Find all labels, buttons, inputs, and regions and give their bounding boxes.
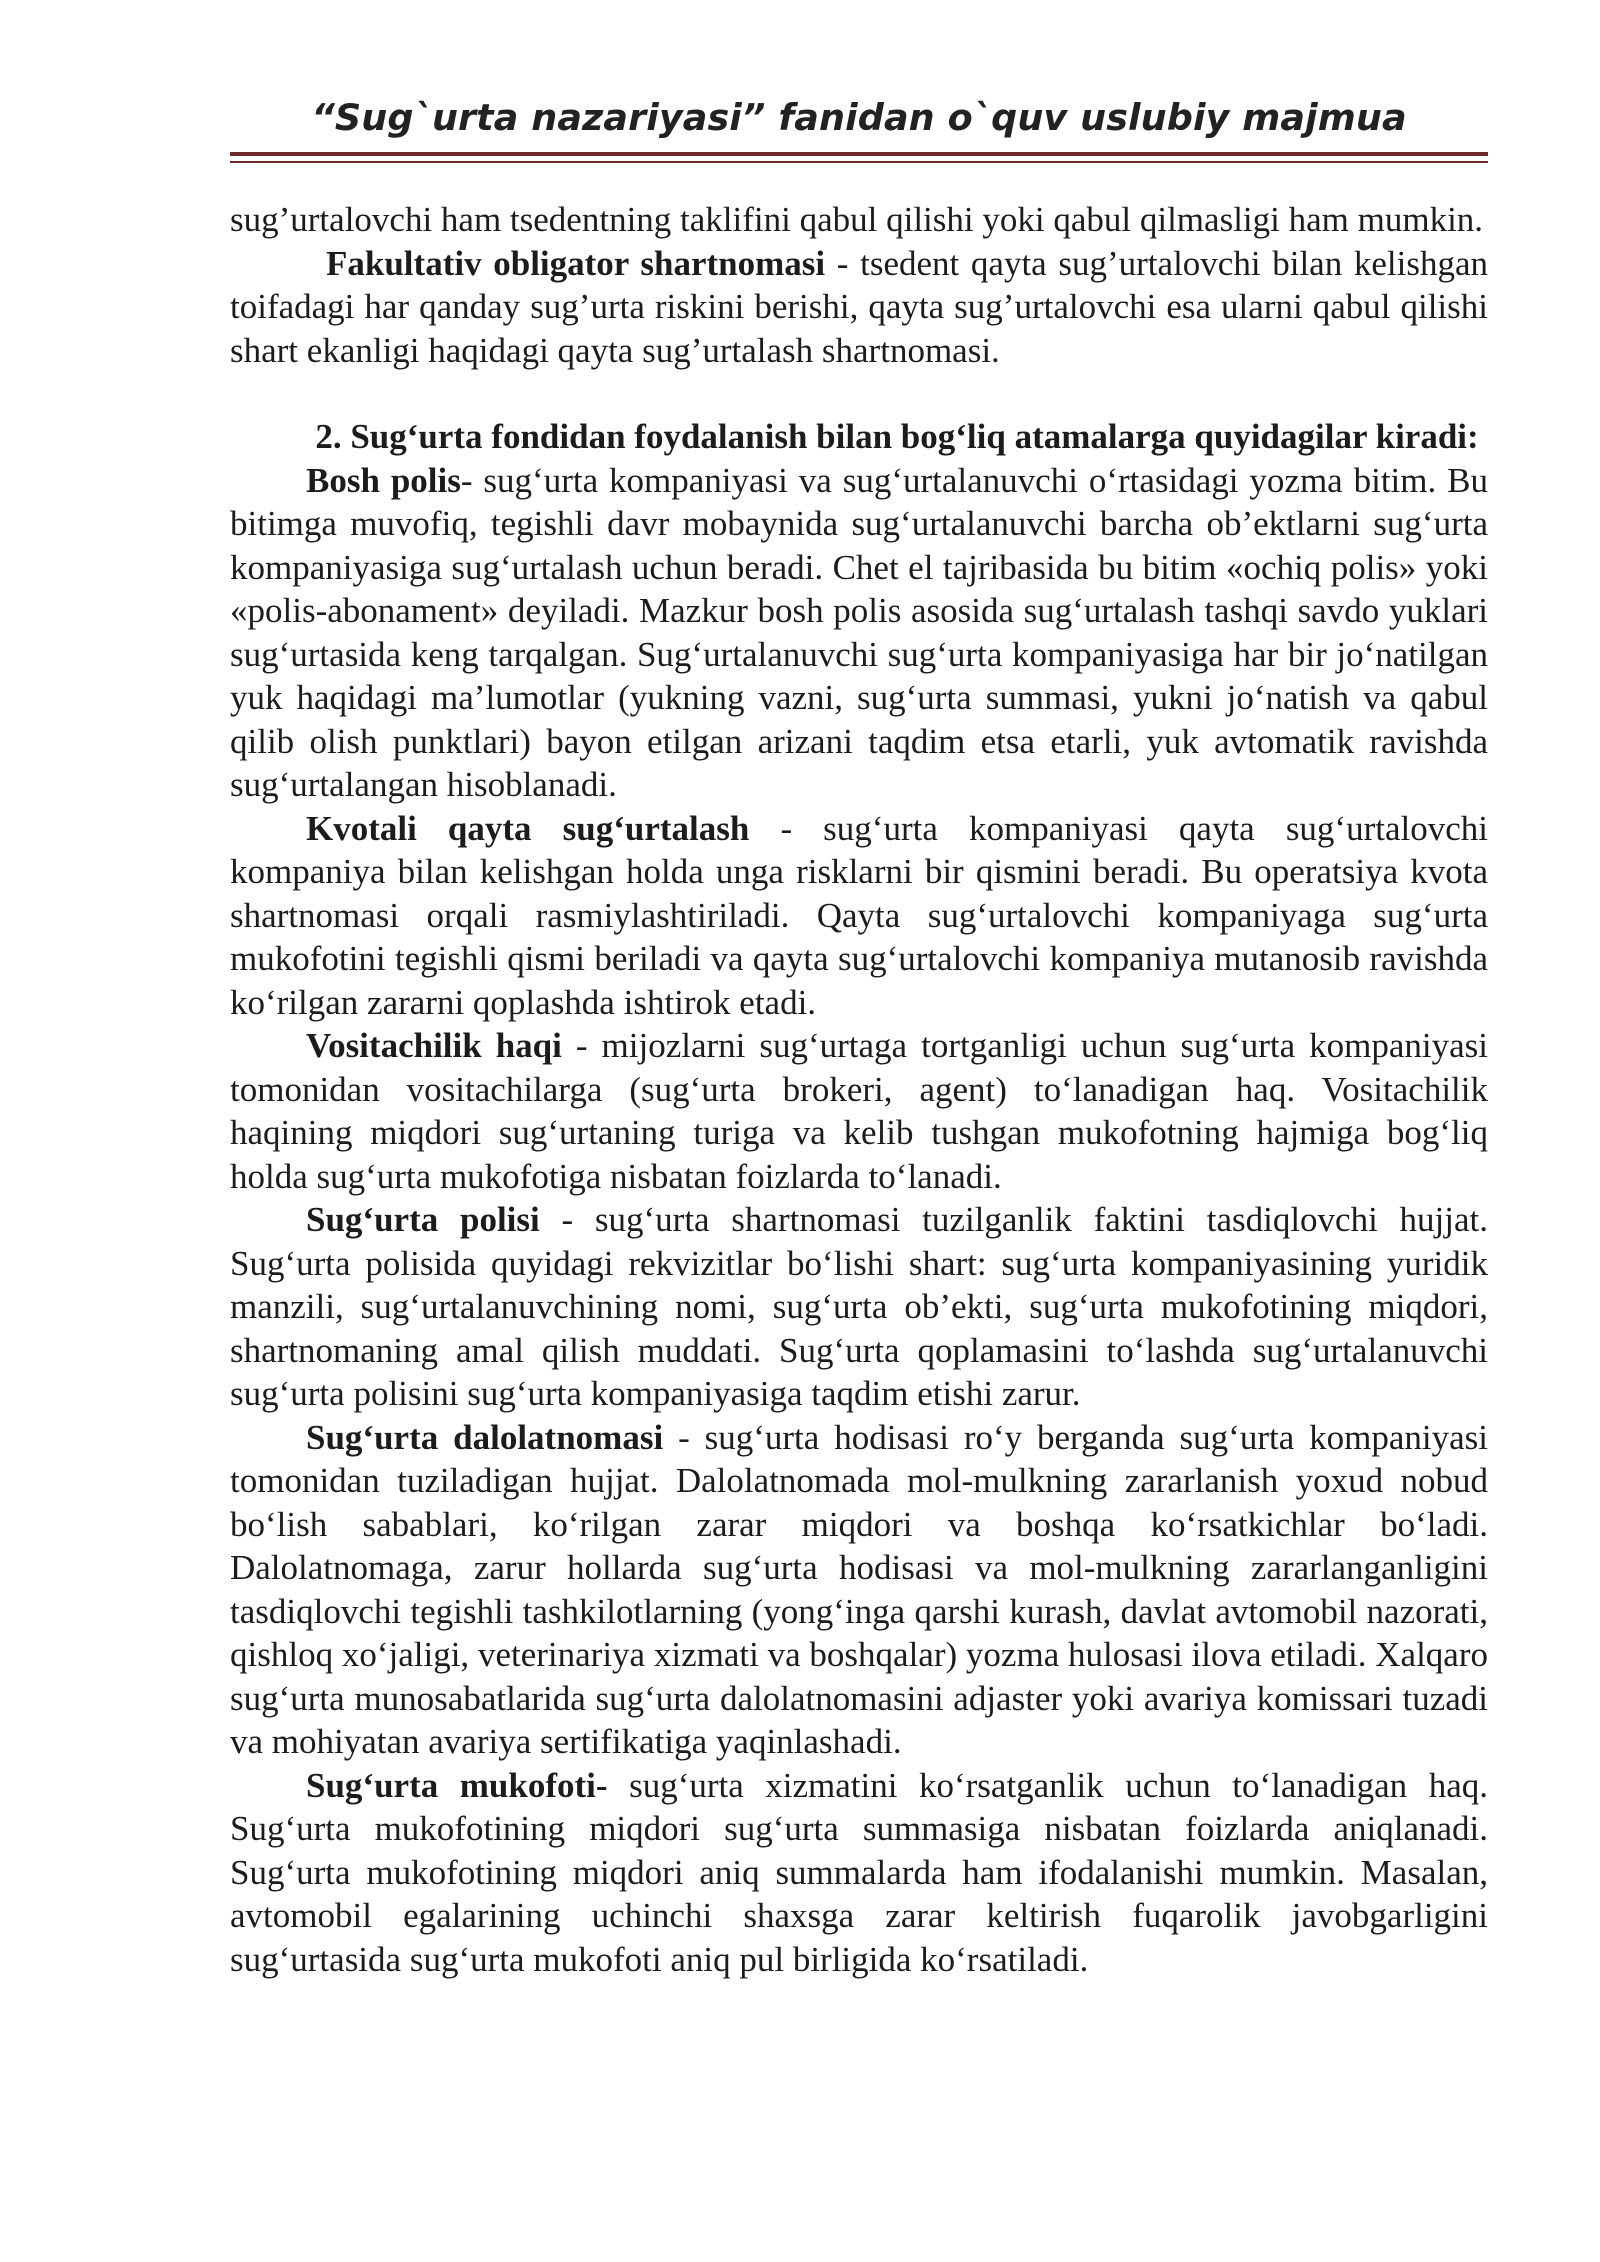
paragraph-gap xyxy=(230,372,1488,415)
definition-fakultativ: - tsedent qayta sug’urtalovchi bilan kelishgan toifadagi har qanday sug’urta riskini berishi, qayta sug’urtalovchi esa ularni qabul qilishi shart ekanligi haqidagi qayta sug’urtalash shartnomasi. xyxy=(230,243,1489,370)
header-rule-thin xyxy=(230,161,1488,163)
paragraph-polisi xyxy=(230,1198,1488,1416)
definition-dalolatnomasi: - sug‘urta hodisasi ro‘y berganda sug‘urta kompaniyasi tomonidan tuziladigan hujjat. Dalolatnomada mol-mulkning zararlanish yoxud nobud bo‘lish sabablari, ko‘rilgan zarar miqdori va boshqa ko‘rsatkichlar bo‘ladi. Dalolatnomaga, zarur hollarda sug‘urta hodisasi va mol-mulkning zararlanganligini tasdiqlovchi tegishli tashkilotlarning (yong‘inga qarshi kurash, davlat avtomobil nazorati, qishloq xo‘jaligi, veterinariya xizmati va boshqalar) yozma hulosasi ilova etiladi. Xalqaro sug‘urta munosabatlarida sug‘urta dalolatnomasini adjaster yoki avariya komissari tuzadi va mohiyatan avariya sertifikatiga yaqinlashadi. xyxy=(230,1417,1488,1761)
paragraph-fakultativ xyxy=(230,242,1488,373)
section-heading: 2. Sug‘urta fondidan foydalanish bilan bog‘liq atamalarga quyidagilar kiradi: xyxy=(315,417,1479,456)
term-fakultativ: Fakultativ obligator shartnomasi xyxy=(326,243,826,283)
term-mukofoti: Sug‘urta mukofoti- xyxy=(306,1765,608,1805)
paragraph-dalolatnomasi xyxy=(230,1416,1488,1764)
term-dalolatnomasi: Sug‘urta dalolatnomasi xyxy=(306,1417,664,1457)
paragraph-mukofoti xyxy=(230,1764,1488,1982)
definition-polisi: - sug‘urta shartnomasi tuzilganlik faktini tasdiqlovchi hujjat. Sug‘urta polisida quyidagi rekvizitlar bo‘lishi shart: sug‘urta kompaniyasining yuridik manzili, sug‘urtalanuvchining nomi, sug‘urta ob’ekti, sug‘urta mukofotining miqdori, shartnomaning amal qilish muddati. Sug‘urta qoplamasini to‘lashda sug‘urtalanuvchi sug‘urta polisini sug‘urta kompaniyasiga taqdim etishi zarur. xyxy=(230,1200,1488,1413)
paragraph-vositachilik xyxy=(230,1024,1488,1198)
definition-kvotali: - sug‘urta kompaniyasi qayta sug‘urtalovchi kompaniya bilan kelishgan holda unga risklarni bir qismini beradi. Bu operatsiya kvota shartnomasi orqali rasmiylashtiriladi. Qayta sug‘urtalovchi kompaniyaga sug‘urta mukofotini tegishli qismi beriladi va qayta sug‘urtalovchi kompaniya mutanosib ravishda ko‘rilgan zararni qoplashda ishtirok etadi. xyxy=(230,808,1488,1022)
term-vositachilik: Vositachilik haqi xyxy=(306,1026,562,1065)
definition-bosh-polis: - sug‘urta kompaniyasi va sug‘urtalanuvchi o‘rtasidagi yozma bitim. Bu bitimga muvofiq, tegishli davr mobaynida sug‘urtalanuvchi barcha ob’ektlarni sug‘urta kompaniyasiga sug‘urtalash uchun beradi. Chet el tajribasida bu bitim «ochiq polis» yoki «polis-abonament» deyiladi. Mazkur bosh polis asosida sug‘urtalash tashqi savdo yuklari sug‘urtasida keng tarqalgan. Sug‘urtalanuvchi sug‘urta kompaniyasiga har bir jo‘natilgan yuk haqidagi ma’lumotlar (yukning vazni, sug‘urta summasi, yukni jo‘natish va qabul qilib olish punktlari) bayon etilgan arizani taqdim etsa etarli, yuk avtomatik ravishda sug‘urtalangan hisoblanadi. xyxy=(230,460,1488,804)
header-rule-thick xyxy=(230,152,1488,156)
term-polisi: Sug‘urta polisi xyxy=(306,1200,540,1239)
continuation-paragraph: sug’urtalovchi ham tsedentning taklifini qabul qilishi yoki qabul qilmasligi ham mumkin. xyxy=(230,200,1484,239)
term-bosh-polis: Bosh polis xyxy=(306,460,461,500)
definition-vositachilik: - mijozlarni sug‘urtaga tortganligi uchun sug‘urta kompaniyasi tomonidan vositachilarga (sug‘urta brokeri, agent) to‘lanadigan haq. Vositachilik haqining miqdori sug‘urtaning turiga va kelib tushgan mukofotning hajmiga bog‘liq holda sug‘urta mukofotiga nisbatan foizlarda to‘lanadi. xyxy=(230,1026,1488,1196)
paragraph-kvotali xyxy=(230,807,1488,1025)
paragraph-bosh-polis xyxy=(230,459,1488,807)
definition-mukofoti: sug‘urta xizmatini ko‘rsatganlik uchun to‘lanadigan haq. Sug‘urta mukofotining miqdori sug‘urta summasiga nisbatan foizlarda aniqlanadi. Sug‘urta mukofotining miqdori aniq summalarda ham ifodalanishi mumkin. Masalan, avtomobil egalarining uchinchi shaxsga zarar keltirish fuqarolik javobgarligini sug‘urtasida sug‘urta mukofoti aniq pul birligida ko‘rsatiladi. xyxy=(230,1765,1488,1979)
document-body xyxy=(230,198,1488,1981)
term-kvotali: Kvotali qayta sug‘urtalash xyxy=(306,808,750,848)
page-header-title: “Sug`urta nazariyasi” fanidan o`quv uslubiy majmua xyxy=(311,96,1407,139)
